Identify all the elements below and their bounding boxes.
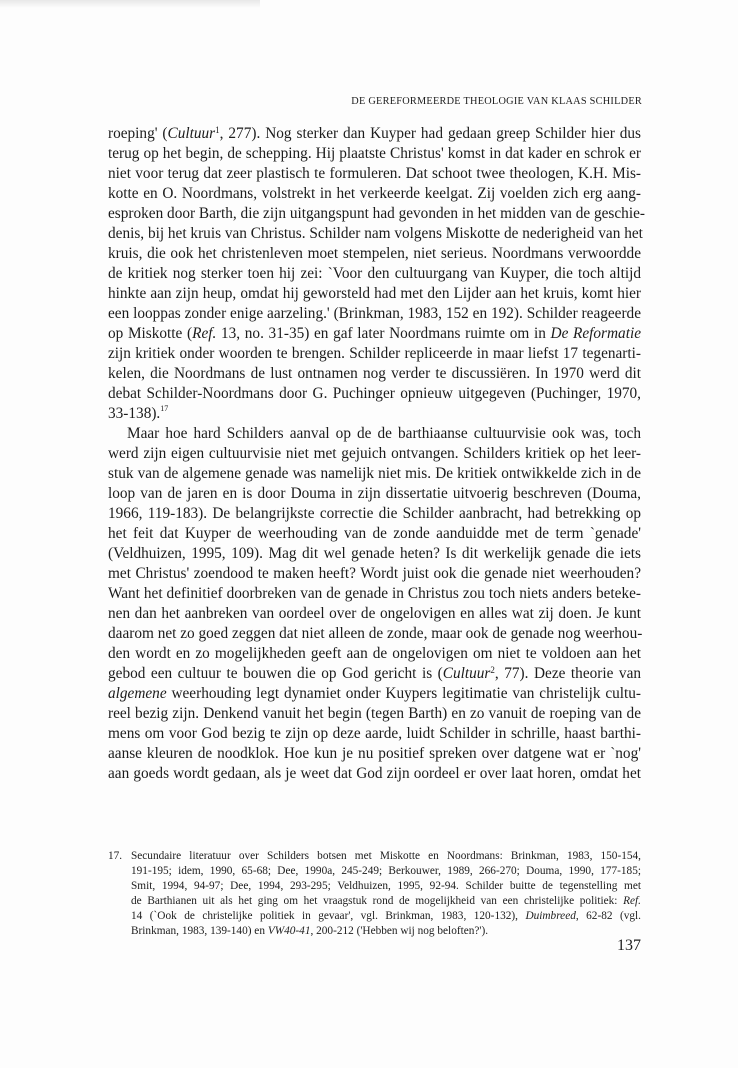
footnote-line (108, 909, 641, 924)
text-run: Secundaire literatuur over Schilders botsen met Miskotte en Noordmans: Brinkman, 1983, 150-154, (131, 850, 641, 862)
footnote-line (108, 879, 641, 894)
text-run: met Christus' zoendood te maken heeft? Wordt juist ook die genade niet weerhouden? (108, 565, 641, 582)
body-line (108, 184, 641, 204)
text-run: 191-195; idem, 1990, 65-68; Dee, 1990a, 245-249; Berkouwer, 1989, 266-270; Douma, 1990, 177-185; (131, 865, 641, 877)
body-line (108, 164, 641, 184)
body-line (108, 564, 641, 584)
text-run: mens om voor God bezig te zijn op deze aarde, luidt Schilder in schrille, haast barthi- (108, 725, 641, 742)
body-line (108, 624, 641, 644)
text-run: kruis, die ook het christenleven moet stempelen, niet serieus. Noordmans verwoordde (108, 245, 641, 262)
body-line (108, 704, 641, 724)
body-line (108, 764, 641, 784)
text-run: , 62-82 (vgl. (575, 910, 641, 922)
text-run: debat Schilder-Noordmans door G. Puchinger opnieuw uitgegeven (Puchinger, 1970, (108, 385, 641, 402)
body-line (108, 144, 641, 164)
italic-run: De Reformatie (550, 325, 641, 342)
body-line (108, 224, 641, 244)
page-number: 137 (617, 937, 641, 954)
body-line (108, 484, 641, 504)
text-run: een looppas zonder enige aarzeling.' (Brinkman, 1983, 152 en 192). Schilder reageerde (108, 305, 641, 322)
body-line (108, 244, 641, 264)
text-run: het feit dat Kuyper de weerhouding van de zonde aanduidde met de term `genade' (108, 525, 641, 542)
body-line (108, 504, 641, 524)
text-run: Smit, 1994, 94-97; Dee, 1994, 293-295; Veldhuizen, 1995, 92-94. Schilder buitte de tegenstelling met (131, 880, 641, 892)
italic-run: algemene (108, 685, 167, 702)
body-line (108, 304, 641, 324)
text-run: den wordt en zo mogelijkheden geeft aan de ongelovigen om niet te voldoen aan het (108, 645, 641, 662)
italic-run: Duimbreed (525, 910, 576, 922)
text-run: Maar hoe hard Schilders aanval op de de barthiaanse cultuurvisie ook was, toch (127, 425, 641, 442)
text-run: 33-138). (108, 405, 161, 422)
body-line (108, 644, 641, 664)
text-run: niet voor terug dat zeer plastisch te formuleren. Dat schoot twee theologen, K.H. Mis- (108, 165, 641, 182)
text-run: 1966, 119-183). De belangrijkste correctie die Schilder aanbracht, had betrekking op (108, 505, 641, 522)
text-run: Want het definitief doorbreken van de genade in Christus zou toch niets anders beteke- (108, 585, 641, 602)
body-line (108, 404, 641, 424)
body-line (108, 464, 641, 484)
body-line (108, 724, 641, 744)
body-line (108, 324, 641, 344)
text-run: 14 (`Ook de christelijke politiek in gevaar', vgl. Brinkman, 1983, 120-132), (131, 910, 526, 922)
text-run: stuk van de algemene genade was namelijk niet mis. De kritiek ontwikkelde zich in de (108, 465, 641, 482)
text-run: , 277). Nog sterker dan Kuyper had gedaan greep Schilder hier dus (219, 125, 642, 142)
footnote-line (108, 894, 641, 909)
text-run: gebod een cultuur te bouwen die op God gericht is ( (108, 665, 443, 682)
running-head: DE GEREFORMEERDE THEOLOGIE VAN KLAAS SCHILDER (351, 96, 642, 107)
superscript: 1 (215, 125, 220, 135)
text-run: roeping' ( (108, 125, 168, 142)
body-line (108, 584, 641, 604)
text-run: Brinkman, 1983, 139-140) en (131, 925, 268, 937)
body-line (108, 364, 641, 384)
body-line (108, 204, 645, 224)
text-run: werd zijn eigen cultuurvisie niet met gejuich ontvangen. Schilders kritiek op het leer- (108, 445, 641, 462)
text-run: de Barthianen uit als het ging om het vraagstuk rond de mogelijkheid van een christelijke politiek: (131, 895, 624, 907)
italic-run: Ref. (192, 325, 217, 342)
body-line (108, 544, 641, 564)
text-run: de kritiek nog sterker toen hij zei: `Voor den cultuurgang van Kuyper, die toch altijd (108, 265, 641, 282)
body-line (108, 384, 641, 404)
text-run: zijn kritiek onder woorden te brengen. Schilder repliceerde in maar liefst 17 tegenarti- (108, 345, 641, 362)
text-run: loop van de jaren en is door Douma in zijn dissertatie uitvoerig beschreven (Douma, (108, 485, 641, 502)
text-run: daarom net zo goed zeggen dat niet alleen de zonde, maar ook de genade nog weerhou- (108, 625, 643, 642)
text-run: kotte en O. Noordmans, volstrekt in het verkeerde keelgat. Zij voelden zich erg aang- (108, 185, 641, 202)
text-run: kelen, die Noordmans de lust ontnamen nog verder te discussiëren. In 1970 werd dit (108, 365, 641, 382)
italic-run: Cultuur (442, 665, 491, 682)
body-line (108, 684, 641, 704)
body-line (108, 124, 641, 144)
text-run: op Miskotte ( (108, 325, 193, 342)
footnote-number: 17. (108, 850, 123, 862)
text-run: aanse kleuren de noodklok. Hoe kun je nu positief spreken over datgene wat er `nog' (108, 745, 641, 762)
body-line (108, 744, 641, 764)
footnote (108, 849, 641, 939)
italic-run: Cultuur (167, 125, 216, 142)
text-run: aan goeds wordt gedaan, als je weet dat God zijn oordeel er over laat horen, omdat het (108, 765, 641, 782)
text-run: terug op het begin, de schepping. Hij plaatste Christus' komst in dat kader en schrok er (108, 145, 641, 162)
body-line (108, 524, 641, 544)
text-run: (Veldhuizen, 1995, 109). Mag dit wel genade heten? Is dit werkelijk genade die iets (108, 545, 641, 562)
body-line (108, 424, 641, 444)
text-run: , 77). Deze theorie van (494, 665, 642, 682)
text-run: hinkte aan zijn heup, omdat hij geworsteld had met den Lijder aan het kruis, komt hier (108, 285, 641, 302)
footnote-line (108, 864, 641, 879)
italic-run: VW40-41 (267, 925, 311, 937)
text-run: , 200-212 ('Hebben wij nog beloften?'). (310, 925, 489, 937)
text-run: esproken door Barth, die zijn uitgangspunt had gevonden in het midden van de geschie- (108, 205, 645, 222)
body-line (108, 284, 641, 304)
text-run: denis, bij het kruis van Christus. Schilder nam volgens Miskotte de nederigheid van het (108, 225, 643, 242)
body-line (108, 444, 641, 464)
text-run: weerhouding legt dynamiet onder Kuypers legitimatie van christelijk cultu- (166, 685, 641, 702)
scan-edge-shadow (0, 0, 260, 8)
text-run: nen dan het aanbreken van oordeel over de ongelovigen en alles wat zij doen. Je kunt (108, 605, 641, 622)
footnote-line (108, 849, 641, 864)
text-run: 13, no. 31-35) en gaf later Noordmans ruimte om in (216, 325, 551, 342)
footnote-line (108, 924, 641, 939)
superscript: 2 (490, 665, 495, 675)
text-run: reel bezig zijn. Denkend vanuit het begin (tegen Barth) en zo vanuit de roeping van de (108, 705, 641, 722)
footnote-reference: 17 (160, 404, 169, 413)
body-line (108, 664, 641, 684)
body-text (108, 124, 645, 784)
body-line (108, 264, 641, 284)
body-line (108, 604, 641, 624)
body-line (108, 344, 641, 364)
italic-run: Ref. (623, 895, 641, 907)
